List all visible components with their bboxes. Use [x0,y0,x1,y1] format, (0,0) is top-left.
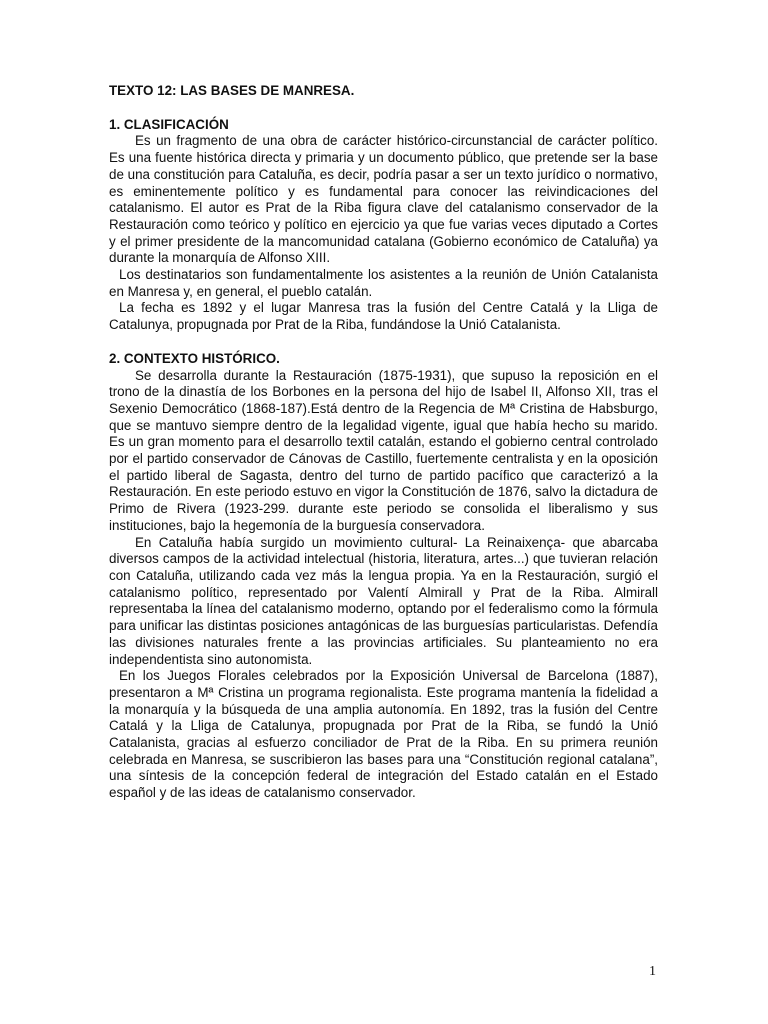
paragraph: Los destinatarios son fundamentalmente los asistentes a la reunión de Unión Catalanista en Manresa y, en general, el pueblo catalán. [109,267,658,299]
document-title: TEXTO 12: LAS BASES DE MANRESA. [109,83,355,98]
section-heading-clasificacion: 1. CLASIFICACIÓN [109,116,229,132]
paragraph: En Cataluña había surgido un movimiento cultural- La Reinaixença- que abarcaba diversos campos de la actividad intelectual (historia, literatura, artes...) que tuvieran relación con Cataluña, utilizando cada vez más la lengua propia. Ya en la Restauración, surgió el catalanismo político, representado por Valentí Almirall y Prat de la Riba. Almirall representaba la línea del catalanismo moderno, optando por el federalismo como la fórmula para unificar las distintas posiciones antagónicas de las burguesías particularistas. Defendía las divisiones naturales frente a las provincias artificiales. Su planteamiento no era independentista sino autonomista. [109,534,658,667]
section-heading-contexto-historico: 2. CONTEXTO HISTÓRICO. [109,350,280,366]
section-gap [109,334,658,351]
document-page [109,83,658,802]
paragraph: La fecha es 1892 y el lugar Manresa tras la fusión del Centre Catalá y la Lliga de Catalunya, propugnada por Prat de la Riba, fundándose la Unió Catalanista. [109,300,658,333]
page-number: 1 [649,964,656,979]
paragraph: Se desarrolla durante la Restauración (1875-1931), que supuso la reposición en el trono de la dinastía de los Borbones en la persona del hijo de Isabel II, Alfonso XII, tras el Sexenio Democrático (1868-187).Está dentro de la Regencia de Mª Cristina de Habsburgo, que se mantuvo siempre dentro de la legalidad vigente, igual que había hecho su marido. Es un gran momento para el desarrollo textil catalán, estando el gobierno central controlado por el partido conservador de Cánovas de Castillo, fuertemente centralista y en la oposición el partido liberal de Sagasta, dentro del turno de partido pacífico que caracterizó a la Restauración. En este periodo estuvo en vigor la Constitución de 1876, salvo la dictadura de Primo de Rivera (1923-299. durante este periodo se consolida el liberalismo y sus instituciones, bajo la hegemonía de la burguesía conservadora. [109,367,658,533]
paragraph: En los Juegos Florales celebrados por la Exposición Universal de Barcelona (1887), presentaron a Mª Cristina un programa regionalista. Este programa mantenía la fidelidad a la monarquía y la búsqueda de una amplia autonomía. En 1892, tras la fusión del Centre Catalá y la Lliga de Catalunya, propugnada por Prat de la Riba, se fundó la Unió Catalanista, gracias al esfuerzo conciliador de Prat de la Riba. En su primera reunión celebrada en Manresa, se suscribieron las bases para una “Constitución regional catalana”, una síntesis de la concepción federal de integración del Estado catalán en el Estado español y de las ideas de catalanismo conservador. [109,668,658,801]
paragraph: Es un fragmento de una obra de carácter histórico-circunstancial de carácter político. Es una fuente histórica directa y primaria y un documento público, que pretende ser la base de una constitución para Cataluña, es decir, podría pasar a ser un texto jurídico o normativo, es eminentemente político y es fundamental para conocer las reivindicaciones del catalanismo. El autor es Prat de la Riba figura clave del catalanismo conservador de la Restauración como teórico y político en ejercicio ya que fue varias veces diputado a Cortes y el primer presidente de la mancomunidad catalana (Gobierno económico de Cataluña) ya durante la monarquía de Alfonso XIII. [109,133,658,266]
